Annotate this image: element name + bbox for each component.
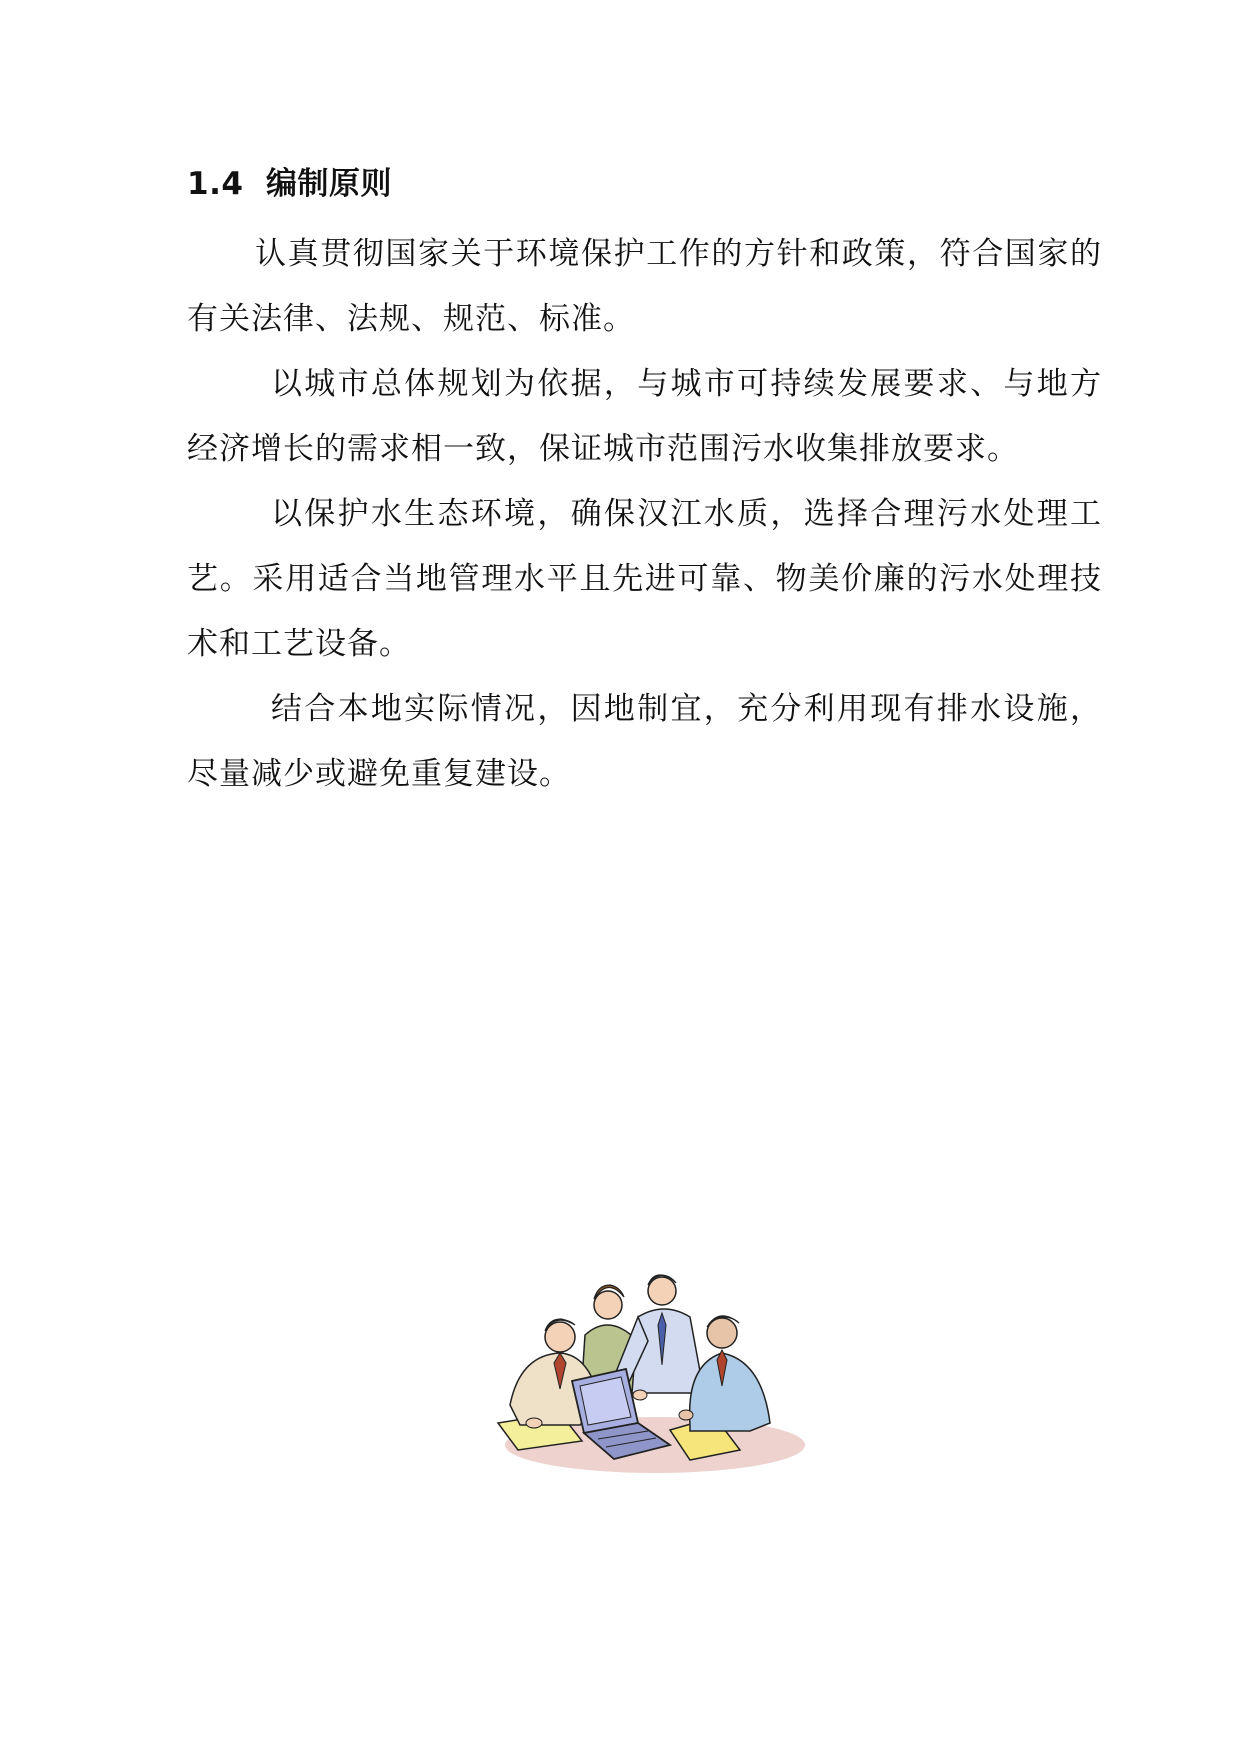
- meeting-clipart-icon: [490, 1255, 810, 1485]
- paragraph-2: 以城市总体规划为依据，与城市可持续发展要求、与地方经济增长的需求相一致，保证城市范围污水收集排放要求。: [187, 366, 1102, 467]
- section-heading: [187, 160, 1102, 208]
- paragraph-4: 结合本地实际情况，因地制宜，充分利用现有排水设施，尽量减少或避免重复建设。: [187, 691, 1102, 792]
- section-title: 编制原则: [266, 166, 393, 202]
- paragraph-3: 以保护水生态环境，确保汉江水质，选择合理污水处理工艺。采用适合当地管理水平且先进可靠、物美价廉的污水处理技术和工艺设备。: [187, 496, 1102, 662]
- paragraph-1: 认真贯彻国家关于环境保护工作的方针和政策，符合国家的有关法律、法规、规范、标准。: [187, 236, 1102, 337]
- content-area: [187, 160, 1102, 807]
- section-number: 1.4: [187, 166, 244, 202]
